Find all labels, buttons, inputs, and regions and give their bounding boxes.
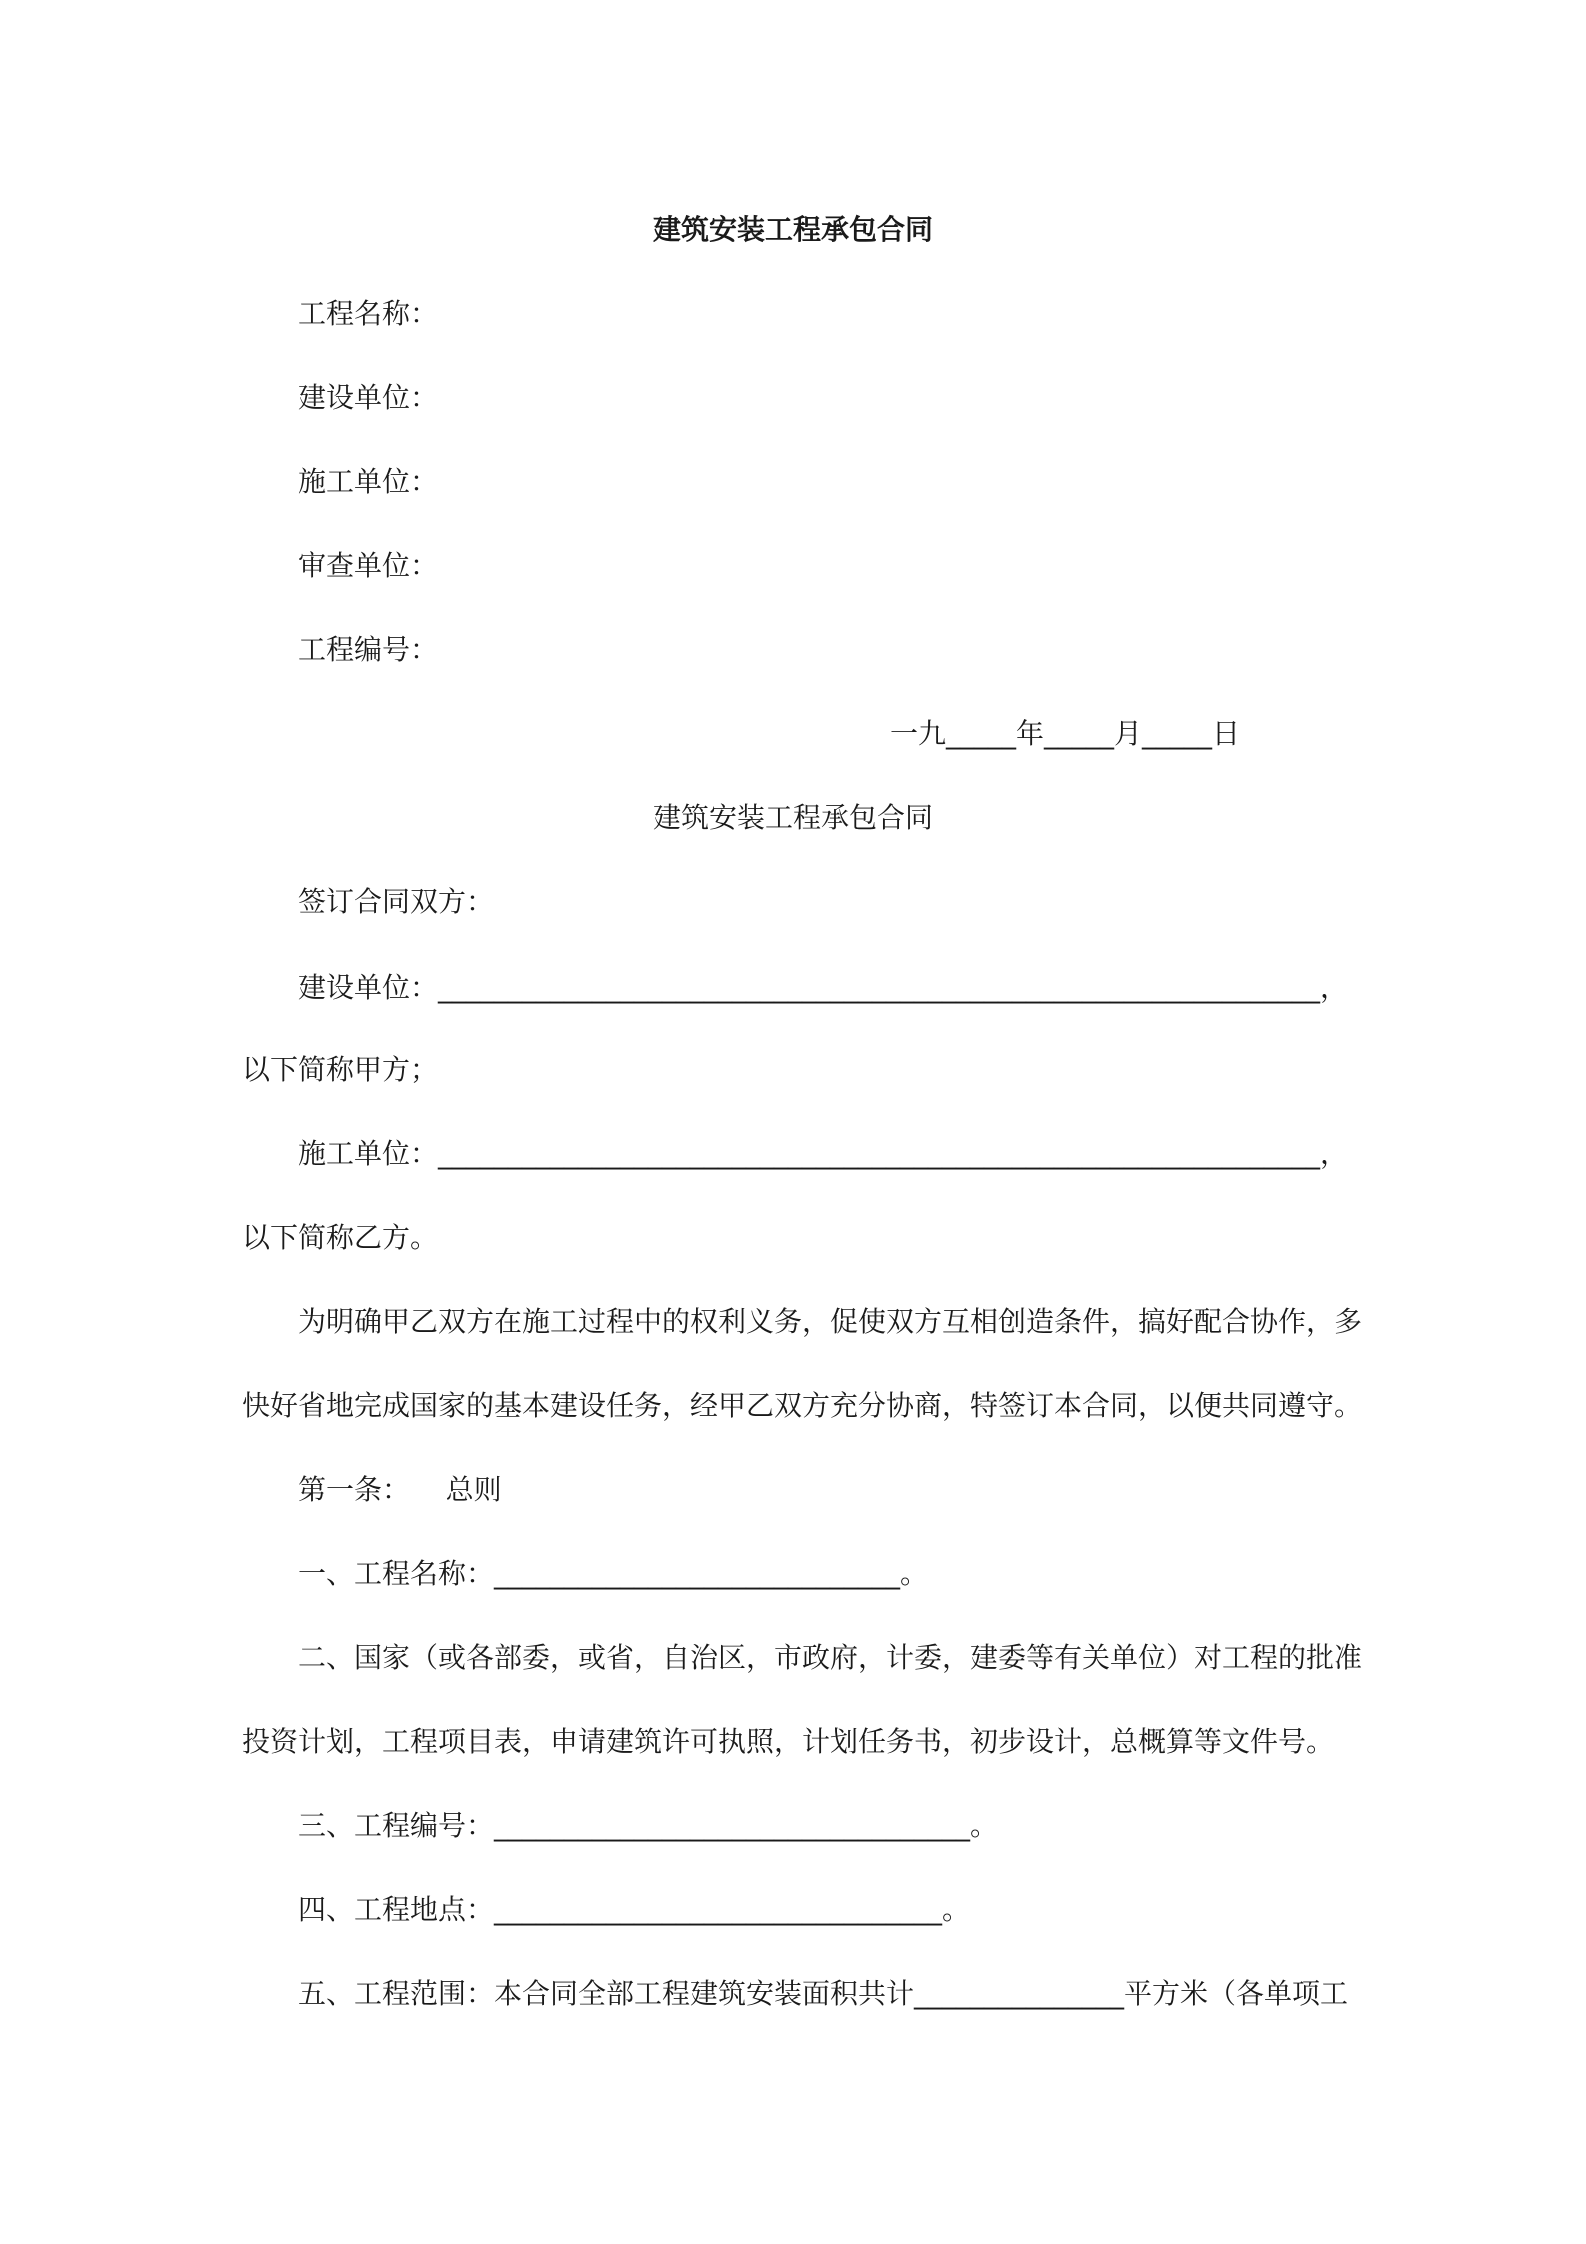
party-b-note: 以下简称乙方。 xyxy=(242,1221,439,1254)
party-a-line: 建设单位：_______________________________________________________________， xyxy=(298,971,1349,1004)
item-2-line-1: 二、国家（或各部委，或省，自治区，市政府，计委，建委等有关单位）对工程的批准 xyxy=(298,1641,1363,1674)
purpose-paragraph-line-1: 为明确甲乙双方在施工过程中的权利义务，促使双方互相创造条件，搞好配合协作，多 xyxy=(298,1305,1363,1338)
signing-parties-label: 签订合同双方： xyxy=(298,885,495,918)
article-1-heading: 第一条： 总则 xyxy=(298,1473,502,1506)
party-b-line: 施工单位：_______________________________________________________________， xyxy=(298,1137,1349,1170)
cover-project-number: 工程编号： xyxy=(298,633,439,666)
document-title: 建筑安装工程承包合同 xyxy=(652,213,933,246)
party-a-note: 以下简称甲方； xyxy=(242,1053,439,1086)
cover-project-name: 工程名称： xyxy=(298,297,439,330)
item-2-line-2: 投资计划，工程项目表，申请建筑许可执照，计划任务书，初步设计，总概算等文件号。 xyxy=(242,1725,1335,1758)
date-line: 一九_____年_____月_____日 xyxy=(890,717,1241,750)
cover-construction-unit: 建设单位： xyxy=(298,381,439,414)
purpose-paragraph-line-2: 快好省地完成国家的基本建设任务，经甲乙双方充分协商，特签订本合同，以便共同遵守。 xyxy=(242,1389,1363,1422)
item-1-project-name: 一、工程名称：_____________________________。 xyxy=(298,1557,929,1590)
contract-title: 建筑安装工程承包合同 xyxy=(652,801,933,834)
cover-contractor-unit: 施工单位： xyxy=(298,465,439,498)
item-5-project-scope: 五、工程范围：本合同全部工程建筑安装面积共计_______________平方米（各单项工 xyxy=(298,1977,1349,2010)
item-4-project-location: 四、工程地点：________________________________。 xyxy=(298,1893,971,1926)
cover-review-unit: 审查单位： xyxy=(298,549,439,582)
item-3-project-number: 三、工程编号：__________________________________。 xyxy=(298,1809,999,1842)
